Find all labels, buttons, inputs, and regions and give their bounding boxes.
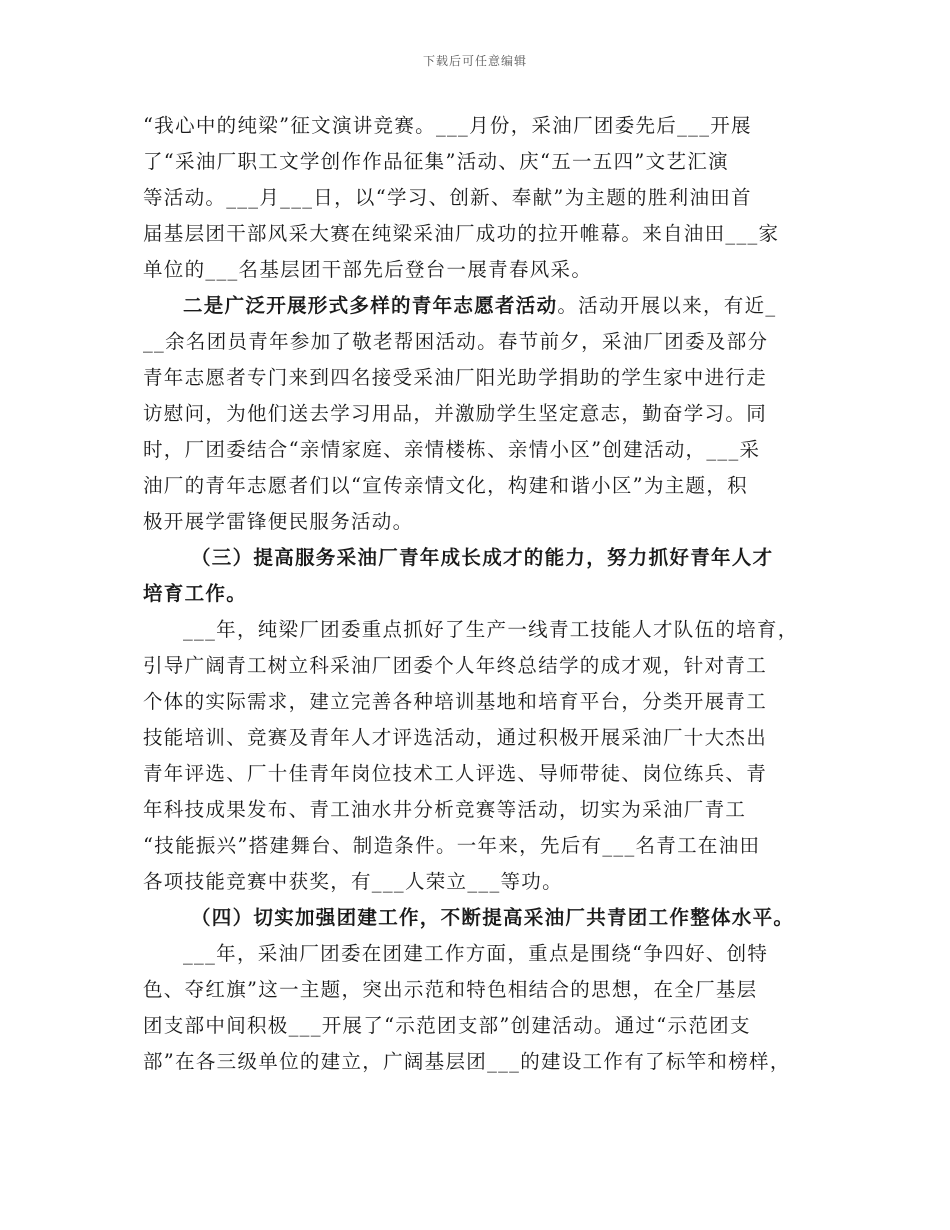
document-body [143,108,823,1080]
text-line: 青年志愿者专门来到四名接受采油厂阳光助学捐助的学生家中进行走 [143,366,768,389]
section-heading-4 [143,900,823,936]
paragraph-1 [143,108,823,288]
page-header: 下载后可任意编辑 [422,54,527,68]
text-line: 团支部中间积极___开展了“示范团支部”创建活动。通过“示范团支 [143,1014,751,1037]
text-line: ___年，采油厂团委在团建工作方面，重点是围绕“争四好、创特 [183,942,769,965]
text-line: 技能培训、竞赛及青年人才评选活动，通过积极开展采油厂十大杰出 [143,726,768,749]
lead-rest: 。活动开展以来，有近_ [557,294,777,317]
paragraph-3 [143,612,823,900]
text-line: 引导广阔青工树立科采油厂团委个人年终总结学的成才观，针对青工 [143,654,768,677]
text-line: __余名团员青年参加了敬老帮困活动。春节前夕，采油厂团委及部分 [143,330,769,353]
text-line: 访慰问，为他们送去学习用品，并激励学生坚定意志，勤奋学习。同 [143,402,768,425]
text-line: 届基层团干部风采大赛在纯梁采油厂成功的拉开帷幕。来自油田___家 [143,222,780,245]
paragraph-2 [143,288,823,540]
heading-line: （三）提高服务采油厂青年成长成才的能力，努力抓好青年人才 [191,546,774,569]
heading-line: 培育工作。 [143,582,248,605]
text-line: 极开展学雷锋便民服务活动。 [143,510,414,533]
text-line: 油厂的青年志愿者们以“宣传亲情文化，构建和谐小区”为主题，积 [143,474,748,497]
text-line: 等活动。___月___日，以“学习、创新、奉献”为主题的胜利油田首 [143,186,752,209]
text-line: “我心中的纯梁”征文演讲竞赛。___月份，采油厂团委先后___开展 [143,114,752,137]
text-line: 了“采油厂职工文学创作作品征集”活动、庆“五一五四”文艺汇演 [143,150,729,173]
text-line: 单位的___名基层团干部先后登台一展青春风采。 [143,258,593,281]
text-line: 年科技成果发布、青工油水井分析竞赛等活动，切实为采油厂青工 [143,798,747,821]
text-line: 部”在各三级单位的建立，广阔基层团___的建设工作有了标竿和榜样， [143,1050,791,1073]
text-line: 时，厂团委结合“亲情家庭、亲情楼栋、亲情小区”创建活动，___采 [143,438,761,461]
heading-line: （四）切实加强团建工作，不断提高采油厂共青团工作整体水平。 [191,906,795,929]
text-line: ___年，纯梁厂团委重点抓好了生产一线青工技能人才队伍的培育， [183,618,799,641]
bold-lead: 二是广泛开展形式多样的青年志愿者活动 [183,294,558,317]
paragraph-4 [143,936,823,1080]
text-line: 色、夺红旗”这一主题，突出示范和特色相结合的思想，在全厂基层 [143,978,758,1001]
text-line [143,288,823,324]
text-line: 各项技能竞赛中获奖，有___人荣立___等功。 [143,870,563,893]
text-line: 个体的实际需求，建立完善各种培训基地和培育平台，分类开展青工 [143,690,768,713]
text-line: “技能振兴”搭建舞台、制造条件。一年来，先后有___名青工在油田 [143,834,761,857]
text-line: 青年评选、厂十佳青年岗位技术工人评选、导师带徒、岗位练兵、青 [143,762,768,785]
section-heading-3 [143,540,823,612]
